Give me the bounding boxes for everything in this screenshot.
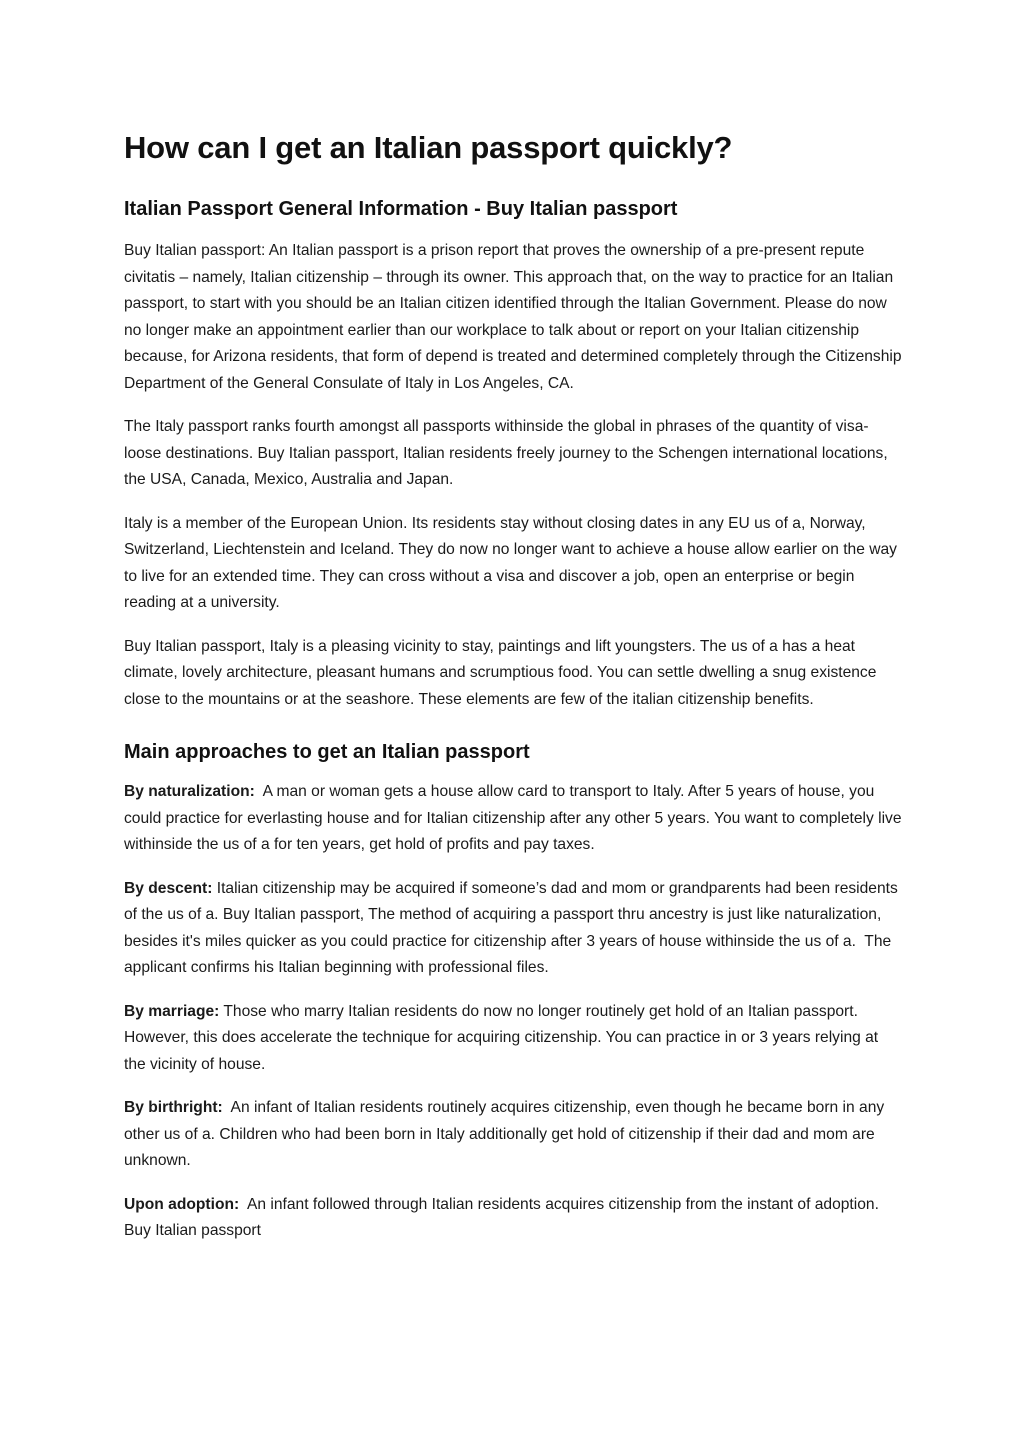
approach-lead: By descent:	[124, 879, 213, 897]
approach-marriage	[124, 999, 904, 1079]
document-page	[124, 126, 904, 1262]
approach-lead: Upon adoption:	[124, 1195, 240, 1213]
approach-text: Those who marry Italian residents do now no longer routinely get hold of an Italian passport. However, this does accelerate the technique for acquiring citizenship. You can practice in or 3 years relying at the vicinity of house.	[124, 1002, 879, 1073]
paragraph-eu-member: Italy is a member of the European Union. Its residents stay without closing dates in any EU us of a, Norway, Switzerland, Liechtenstein and Iceland. They do now no longer want to achieve a house allow earlier on the way to live for an extended time. They can cross without a visa and discover a job, open an enterprise or begin reading at a university.	[124, 514, 897, 611]
approach-lead: By marriage:	[124, 1002, 220, 1020]
approach-adoption	[124, 1192, 904, 1245]
approach-naturalization	[124, 779, 904, 859]
approach-text: An infant of Italian residents routinely acquires citizenship, even though he became born in any other us of a. Children who had been born in Italy additionally get hold of citizenship if their dad and mom are unknown.	[124, 1099, 885, 1169]
approach-text: A man or woman gets a house allow card to transport to Italy. After 5 years of house, you could practice for everlasting house and for Italian citizenship after any other 5 years. You want to completely live withinside the us of a for ten years, get hold of profits and pay taxes.	[124, 783, 902, 853]
approach-text: An infant followed through Italian residents acquires citizenship from the instant of adoption. Buy Italian passport	[124, 1195, 879, 1239]
page-title: How can I get an Italian passport quickly?	[124, 130, 733, 165]
section-heading-general-info: Italian Passport General Information - Buy Italian passport	[124, 198, 678, 220]
section-heading-approaches: Main approaches to get an Italian passport	[124, 741, 530, 763]
approach-birthright	[124, 1095, 904, 1175]
approach-text: Italian citizenship may be acquired if someone’s dad and mom or grandparents had been residents of the us of a. Buy Italian passport, The method of acquiring a passport thru ancestry is just like naturalization, besides it's miles quicker as you could practice for citizenship after 3 years of house withinside the us of a. The applicant confirms his Italian beginning with professional files.	[124, 879, 898, 976]
approach-lead: By birthright:	[124, 1099, 223, 1116]
paragraph-ranking: The Italy passport ranks fourth amongst all passports withinside the global in phrases of the quantity of visa-loose destinations. Buy Italian passport, Italian residents freely journey to the Schengen international locations, the USA, Canada, Mexico, Australia and Japan.	[124, 418, 888, 488]
approach-lead: By naturalization:	[124, 783, 255, 800]
paragraph-intro: Buy Italian passport: An Italian passport is a prison report that proves the ownership of a pre-present repute civitatis – namely, Italian citizenship – through its owner. This approach that, on the way to practice for an Italian passport, to start with you should be an Italian citizen identified through the Italian Government. Please do now no longer make an appointment earlier than our workplace to talk about or report on your Italian citizenship because, for Arizona residents, that form of depend is treated and determined completely through the Citizenship Department of the General Consulate of Italy in Los Angeles, CA.	[124, 242, 902, 392]
approach-descent	[124, 876, 904, 982]
paragraph-lifestyle: Buy Italian passport, Italy is a pleasing vicinity to stay, paintings and lift youngsters. The us of a has a heat climate, lovely architecture, pleasant humans and scrumptious food. You can settle dwelling a snug existence close to the mountains or at the seashore. These elements are few of the italian citizenship benefits.	[124, 637, 877, 708]
